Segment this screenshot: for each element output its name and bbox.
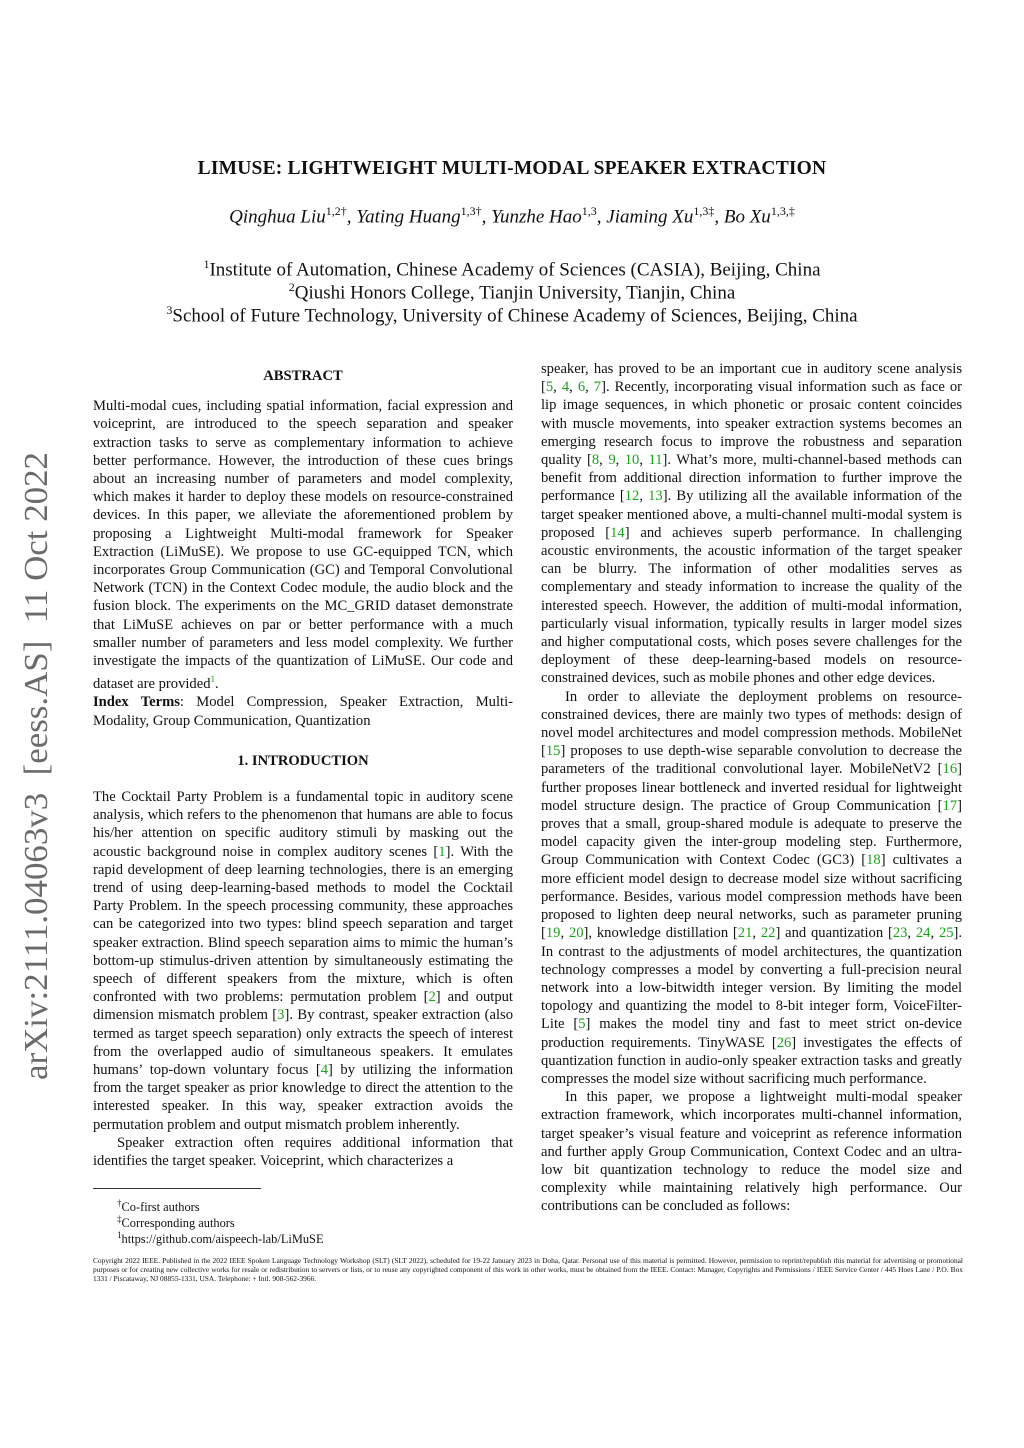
citation-link[interactable]: 11 xyxy=(648,452,663,469)
citation-link[interactable]: 20 xyxy=(568,925,584,942)
text-run: ]. With the rapid development of deep learning technologies, there is an emerging trend of using deep-learning-based methods to model the Cocktail Party Problem. In the speech processing community, these approaches can be categorized into two types: blind speech separation and target speaker extraction. Blind speech separation aims to mimic the human’s bottom-up stimulus-driven attention by simultaneously estimating the speech of different speakers from the mixture, which is often confronted with two problems: permutation problem [ xyxy=(93,843,513,1006)
intro-paragraph-1 xyxy=(93,788,513,1134)
code-url-link[interactable]: https://github.com/aispeech-lab/LiMuSE xyxy=(121,1232,324,1247)
citation-link[interactable]: 24 xyxy=(915,925,931,942)
author-affil-mark: 1,3‡ xyxy=(693,204,715,218)
author-affil-mark: 1,3† xyxy=(460,204,482,218)
text-run: ]. By contrast, speaker extraction (also termed as target speech separation) only extracts the speech of interest from the overlapped audio of simultaneous speakers. It emulates humans’ top-down voluntary focus [ xyxy=(93,1007,513,1078)
author-name: Qinghua Liu xyxy=(229,206,326,228)
citation-link[interactable]: 8 xyxy=(591,452,600,469)
abstract-body: Multi-modal cues, including spatial information, facial expression and voiceprint, are introduced to the speech separation and speaker extraction tasks to serve as complementary information to achieve better performance. However, the introduction of these cues brings about an increasing number of parameters and model complexity, which makes it harder to deploy these models on resource-constrained devices. In this paper, we alleviate the aforementioned problem by proposing a Lightweight Multi-modal framework for Speaker Extraction (LiMuSE). We propose to use GC-equipped TCN, which incorporates Group Communication (GC) and Temporal Convolutional Network (TCN) in the Context Codec module, the audio block and the fusion block. The experiments on the MC_GRID dataset demonstrate that LiMuSE achieves on par or better performance with a much smaller number of parameters and less model complexity. We further investigate the impacts of the quantization of LiMuSE. Our code and dataset are provided$^1$. xyxy=(93,398,513,693)
text-run: , xyxy=(569,379,578,396)
citation-link[interactable]: 25 xyxy=(938,925,954,942)
text-run: , xyxy=(907,925,916,942)
author-name: Yunzhe Hao xyxy=(491,206,582,228)
text-run: ] proves that a small, group-shared module is adequate to preserve the model capacity given the inter-group modeling step. Furthermore, Group Communication with Context Codec (GC3) [ xyxy=(541,797,962,869)
abstract-heading: ABSTRACT xyxy=(263,368,343,384)
left-column xyxy=(93,367,513,1170)
arxiv-id-text: arXiv:2111.04063v3 [eess.AS] 11 Oct 2022 xyxy=(18,468,55,1080)
citation-link[interactable]: 26 xyxy=(776,1034,792,1051)
intro-paragraph-4: In this paper, we propose a lightweight multi-modal speaker extraction framework, which incorporates multi-channel information, target speaker’s visual feature and voiceprint as reference information and further apply Group Communication, Context Codec and an ultra-low bit quantization technology to reduce the model size and complexity while maintaining relatively high performance. Our contributions can be concluded as follows: xyxy=(541,1089,962,1215)
citation-link[interactable]: 3 xyxy=(277,1007,285,1024)
author-name: Yating Huang xyxy=(356,206,461,228)
citation-link[interactable]: 6 xyxy=(577,379,586,396)
text-run: ] and quantization [ xyxy=(775,925,893,942)
citation-link[interactable]: 14 xyxy=(610,524,625,541)
text-run: ] and output dimension mismatch problem [ xyxy=(93,989,513,1024)
citation-link[interactable]: 15 xyxy=(545,743,561,760)
text-run: , xyxy=(615,452,625,469)
footnote-cofirst: †Co-first authors xyxy=(117,1198,200,1215)
citation-link[interactable]: 17 xyxy=(942,797,958,814)
citation-link[interactable]: 18 xyxy=(866,852,881,869)
citation-link[interactable]: 2 xyxy=(428,989,436,1006)
affiliation-1: $^1$Institute of Automation, Chinese Academy of Sciences (CASIA), Beijing, China xyxy=(203,257,821,281)
text-run: ] by utilizing the information from the target speaker as prior knowledge to direct the attention to the interested speaker. In this way, speaker extraction avoids the permutation problem and output mismatch problem inherently. xyxy=(93,1061,514,1133)
author-name: Jiaming Xu xyxy=(606,206,694,228)
citation-link[interactable]: 22 xyxy=(760,925,776,942)
text-run: ] further proposes linear bottleneck and inverted residual for lightweight model structure design. The practice of Group Communication [ xyxy=(541,761,962,814)
text-run: speaker, has proved to be an important cue in auditory scene analysis [ xyxy=(541,361,962,396)
text-run: ], knowledge distillation [ xyxy=(583,925,738,942)
right-column xyxy=(541,360,962,1216)
text-run: In order to alleviate the deployment problems on resource-constrained devices, there are mainly two types of methods: design of novel model architectures and model compression methods. MobileNet [ xyxy=(541,688,962,760)
author-list: Qinghua Liu$^{1,2\dagger}$, Yating Huang$^{1,3\dagger}$, Yunzhe Hao$^{1,3}$, Jiaming $Xu^{1,3\ddagger}$, Bo $Xu^{1,3,\ddagger}$ xyxy=(229,204,795,228)
text-run: ]. In contrast to the adjustments of model architectures, the quantization technology compresses a model by converting a full-precision neural network into a low-bitwidth integer version. By limiting the model topology and quantizing the model to 8-bit integer form, VoiceFilter-Lite [ xyxy=(541,925,963,1033)
text-run: ]. What’s more, multi-channel-based methods can benefit from additional direction information to further improve the performance [ xyxy=(541,452,963,505)
paper-title: LIMUSE: LIGHTWEIGHT MULTI-MODAL SPEAKER EXTRACTION xyxy=(197,158,827,179)
citation-link[interactable]: 1 xyxy=(438,843,446,860)
citation-link[interactable]: 5 xyxy=(545,379,554,396)
footnote-ref[interactable]: 1 xyxy=(210,674,216,685)
citation-link[interactable]: 12 xyxy=(624,488,640,505)
text-run: , xyxy=(752,925,761,942)
citation-link[interactable]: 13 xyxy=(648,488,663,505)
author-affil-mark: 1,3,‡ xyxy=(770,204,795,218)
text-run: ]. Recently, incorporating visual information such as face or lip image sequences, in which phonetic or prosaic content coincides with muscle movements, into speaker extraction systems becomes an emerging research focus to improve the robustness and separation quality [ xyxy=(541,379,963,469)
text-run: , xyxy=(639,452,649,469)
citation-link[interactable]: 7 xyxy=(593,379,602,396)
text-run: ] makes the model tiny and fast to meet strict on-device production requirements. TinyWASE [ xyxy=(541,1016,962,1051)
footnote-corresponding: ‡Corresponding authors xyxy=(117,1214,235,1231)
text-run: , xyxy=(639,488,649,505)
author-affil-mark: 1,2† xyxy=(325,204,347,218)
citation-link[interactable]: 19 xyxy=(545,925,561,942)
intro-paragraph-3 xyxy=(541,688,962,1088)
text-run: , xyxy=(930,925,939,942)
citation-link[interactable]: 23 xyxy=(892,925,908,942)
citation-link[interactable]: 4 xyxy=(561,379,570,396)
author-name: Bo Xu xyxy=(723,206,771,228)
citation-link[interactable]: 10 xyxy=(624,452,640,469)
text-run: , xyxy=(553,379,562,396)
intro-paragraph-2-cont xyxy=(541,360,962,688)
citation-link[interactable]: 16 xyxy=(942,761,958,778)
affiliation-3: $^3$School of Future Technology, University of Chinese Academy of Sciences, Beijing, China xyxy=(166,303,858,327)
footnote-rule xyxy=(93,1188,261,1189)
text-run: , xyxy=(599,452,609,469)
citation-link[interactable]: 21 xyxy=(737,925,753,942)
text-run: ] proposes to use depth-wise separable convolution to decrease the parameters of the traditional convolutional layer. MobileNetV2 [ xyxy=(541,743,962,778)
index-terms: Index Terms: Model Compression, Speaker Extraction, Multi-Modality, Group Communication, Quantization xyxy=(93,694,513,729)
copyright-notice: Copyright 2022 IEEE. Published in the 2022 IEEE Spoken Language Technology Workshop (SLT) (SLT 2022), scheduled for 19-22 January 2023 in Doha, Qatar. Personal use of this material is permitted. However, permission to reprint/republish this material for advertising or promotional purposes or for creating new collective works for resale or redistribution to servers or lists, or to reuse any copyrighted component of this work in other works, must be obtained from the IEEE. Contact: Manager, Copyrights and Permissions / IEEE Service Center / 445 Hoes Lane / P.O. Box 1331 / Piscataway, NJ 08855-1331, USA. Telephone: + Intl. 908-562-3966. xyxy=(93,1256,963,1283)
text-run: ] investigates the effects of quantization function in audio-only speaker extraction tasks and greatly compresses the model size without sacrificing much performance. xyxy=(541,1034,962,1087)
text-run: The Cocktail Party Problem is a fundamental topic in auditory scene analysis, which refers to the phenomenon that humans are able to focus his/her attention on specific auditory stimuli by masking out the acoustic background noise in complex auditory scenes [ xyxy=(93,788,513,860)
footnote-code-url: $^1$https://github.com/aispeech-lab/LiMuSE xyxy=(117,1230,324,1247)
arxiv-identifier-stamp xyxy=(10,450,60,1080)
citation-link[interactable]: 5 xyxy=(578,1016,586,1033)
intro-heading: 1. INTRODUCTION xyxy=(237,752,369,769)
text-run: ] cultivates a more efficient model design to decrease model size without sacrificing performance. Besides, various model compression methods have been proposed to lighten deep neural networks, such as parameter pruning [ xyxy=(541,852,963,942)
intro-paragraph-2-start: Speaker extraction often requires additional information that identifies the target speaker. Voiceprint, which characterizes a xyxy=(93,1134,513,1169)
text-run: , xyxy=(560,925,569,942)
citation-link[interactable]: 9 xyxy=(608,452,616,469)
text-run: , xyxy=(585,379,594,396)
affiliation-2: $^2$Qiushi Honors College, Tianjin University, Tianjin, China xyxy=(288,280,736,304)
text-run: ] and achieves superb performance. In challenging acoustic environments, the acoustic information of the target speaker can be blurry. The information of other modalities serves as complementary and steady information to increase the quality of the interested speech. However, the addition of multi-modal information, particularly visual information, typically results in larger model sizes and higher computational costs, which poses severe challenges for the deployment of these deep-learning-based models on resource-constrained devices, such as mobile phones and other edge devices. xyxy=(541,524,962,687)
author-affil-mark: 1,3 xyxy=(581,204,597,218)
citation-link[interactable]: 4 xyxy=(320,1061,328,1078)
text-run: ]. By utilizing all the available information of the target speaker mentioned above, a multi-channel multi-modal system is proposed [ xyxy=(541,488,962,541)
